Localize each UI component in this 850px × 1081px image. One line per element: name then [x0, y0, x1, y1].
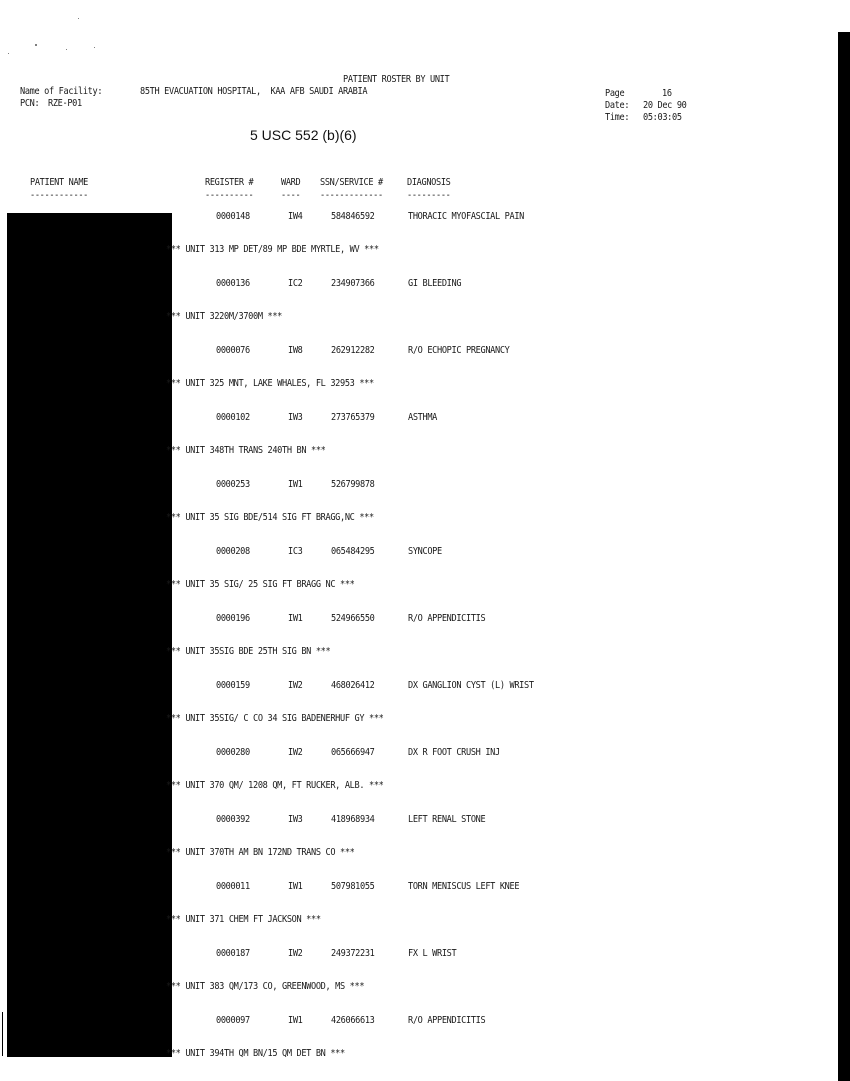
record-ward: IC3: [288, 546, 303, 557]
unit-header: *** UNIT 370 QM/ 1208 QM, FT RUCKER, ALB. ***: [166, 780, 384, 791]
record-ssn: 273765379: [331, 412, 375, 423]
record-ward: IW1: [288, 1015, 303, 1026]
report-title: PATIENT ROSTER BY UNIT: [343, 74, 450, 85]
record-register: 0000253: [216, 479, 250, 490]
time-value: 05:03:05: [643, 112, 682, 123]
date-label: Date:: [605, 100, 630, 111]
record-register: 0000280: [216, 747, 250, 758]
unit-header: *** UNIT 35SIG/ C CO 34 SIG BADENERHUF GY ***: [166, 713, 384, 724]
record-ward: IW1: [288, 881, 303, 892]
unit-header: *** UNIT 35 SIG/ 25 SIG FT BRAGG NC ***: [166, 579, 355, 590]
record-register: 0000148: [216, 211, 250, 222]
record-ssn: 065484295: [331, 546, 375, 557]
record-diagnosis: THORACIC MYOFASCIAL PAIN: [408, 211, 525, 222]
record-diagnosis: ASTHMA: [408, 412, 438, 423]
col-underline-ssn: -------------: [320, 190, 383, 201]
page-label: Page: [605, 88, 625, 99]
record-ssn: 234907366: [331, 278, 375, 289]
record-diagnosis: DX GANGLION CYST (L) WRIST: [408, 680, 534, 691]
record-ssn: 507981055: [331, 881, 375, 892]
record-register: 0000011: [216, 881, 250, 892]
redaction-stamp: 5 USC 552 (b)(6): [250, 127, 357, 143]
record-register: 0000097: [216, 1015, 250, 1026]
record-ssn: 468026412: [331, 680, 375, 691]
record-diagnosis: TORN MENISCUS LEFT KNEE: [408, 881, 520, 892]
scan-edge-bar: [838, 32, 850, 1081]
unit-header: *** UNIT 383 QM/173 CO, GREENWOOD, MS ***: [166, 981, 365, 992]
unit-header: *** UNIT 325 MNT, LAKE WHALES, FL 32953 ***: [166, 378, 374, 389]
record-ward: IW2: [288, 948, 303, 959]
col-underline-register: ----------: [205, 190, 254, 201]
unit-header: *** UNIT 313 MP DET/89 MP BDE MYRTLE, WV ***: [166, 244, 379, 255]
col-header-register: REGISTER #: [205, 177, 254, 188]
record-ssn: 249372231: [331, 948, 375, 959]
record-diagnosis: R/O ECHOPIC PREGNANCY: [408, 345, 510, 356]
record-ward: IW3: [288, 814, 303, 825]
record-diagnosis: R/O APPENDICITIS: [408, 1015, 486, 1026]
redaction-edge-line: [2, 1012, 3, 1056]
unit-header: *** UNIT 3220M/3700M ***: [166, 311, 283, 322]
unit-header: *** UNIT 370TH AM BN 172ND TRANS CO ***: [166, 847, 355, 858]
col-underline-patient-name: ------------: [30, 190, 89, 201]
pcn-value: RZE-P01: [48, 98, 82, 109]
page-number: 16: [662, 88, 672, 99]
record-ward: IW1: [288, 613, 303, 624]
date-value: 20 Dec 90: [643, 100, 687, 111]
record-register: 0000102: [216, 412, 250, 423]
record-diagnosis: DX R FOOT CRUSH INJ: [408, 747, 500, 758]
record-ward: IW4: [288, 211, 303, 222]
scan-speck: [94, 47, 95, 48]
record-diagnosis: GI BLEEDING: [408, 278, 462, 289]
record-diagnosis: FX L WRIST: [408, 948, 457, 959]
record-ssn: 524966550: [331, 613, 375, 624]
record-register: 0000187: [216, 948, 250, 959]
record-diagnosis: SYNCOPE: [408, 546, 442, 557]
time-label: Time:: [605, 112, 630, 123]
record-ward: IW2: [288, 747, 303, 758]
record-ssn: 418968934: [331, 814, 375, 825]
scan-speck: [8, 53, 9, 54]
record-ssn: 426066613: [331, 1015, 375, 1026]
record-ward: IC2: [288, 278, 303, 289]
unit-header: *** UNIT 394TH QM BN/15 QM DET BN ***: [166, 1048, 345, 1059]
col-underline-ward: ----: [281, 190, 301, 201]
col-header-ward: WARD: [281, 177, 301, 188]
record-ssn: 262912282: [331, 345, 375, 356]
record-ssn: 065666947: [331, 747, 375, 758]
unit-header: *** UNIT 371 CHEM FT JACKSON ***: [166, 914, 321, 925]
record-diagnosis: R/O APPENDICITIS: [408, 613, 486, 624]
record-ssn: 526799878: [331, 479, 375, 490]
record-ward: IW2: [288, 680, 303, 691]
col-header-diagnosis: DIAGNOSIS: [407, 177, 451, 188]
record-ssn: 584846592: [331, 211, 375, 222]
record-ward: IW8: [288, 345, 303, 356]
record-ward: IW1: [288, 479, 303, 490]
redaction-block: [7, 213, 172, 1057]
facility-value: 85TH EVACUATION HOSPITAL, KAA AFB SAUDI ARABIA: [140, 86, 368, 97]
unit-header: *** UNIT 348TH TRANS 240TH BN ***: [166, 445, 326, 456]
scan-speck: [66, 49, 67, 50]
record-diagnosis: LEFT RENAL STONE: [408, 814, 486, 825]
unit-header: *** UNIT 35SIG BDE 25TH SIG BN ***: [166, 646, 331, 657]
pcn-label: PCN:: [20, 98, 40, 109]
record-register: 0000208: [216, 546, 250, 557]
record-register: 0000392: [216, 814, 250, 825]
unit-header: *** UNIT 35 SIG BDE/514 SIG FT BRAGG,NC ***: [166, 512, 374, 523]
scan-speck: [78, 18, 79, 19]
col-header-patient-name: PATIENT NAME: [30, 177, 89, 188]
record-register: 0000159: [216, 680, 250, 691]
facility-label: Name of Facility:: [20, 86, 103, 97]
record-register: 0000076: [216, 345, 250, 356]
col-underline-diagnosis: ---------: [407, 190, 451, 201]
scan-speck: [35, 44, 37, 46]
col-header-ssn: SSN/SERVICE #: [320, 177, 383, 188]
record-register: 0000196: [216, 613, 250, 624]
record-register: 0000136: [216, 278, 250, 289]
record-ward: IW3: [288, 412, 303, 423]
